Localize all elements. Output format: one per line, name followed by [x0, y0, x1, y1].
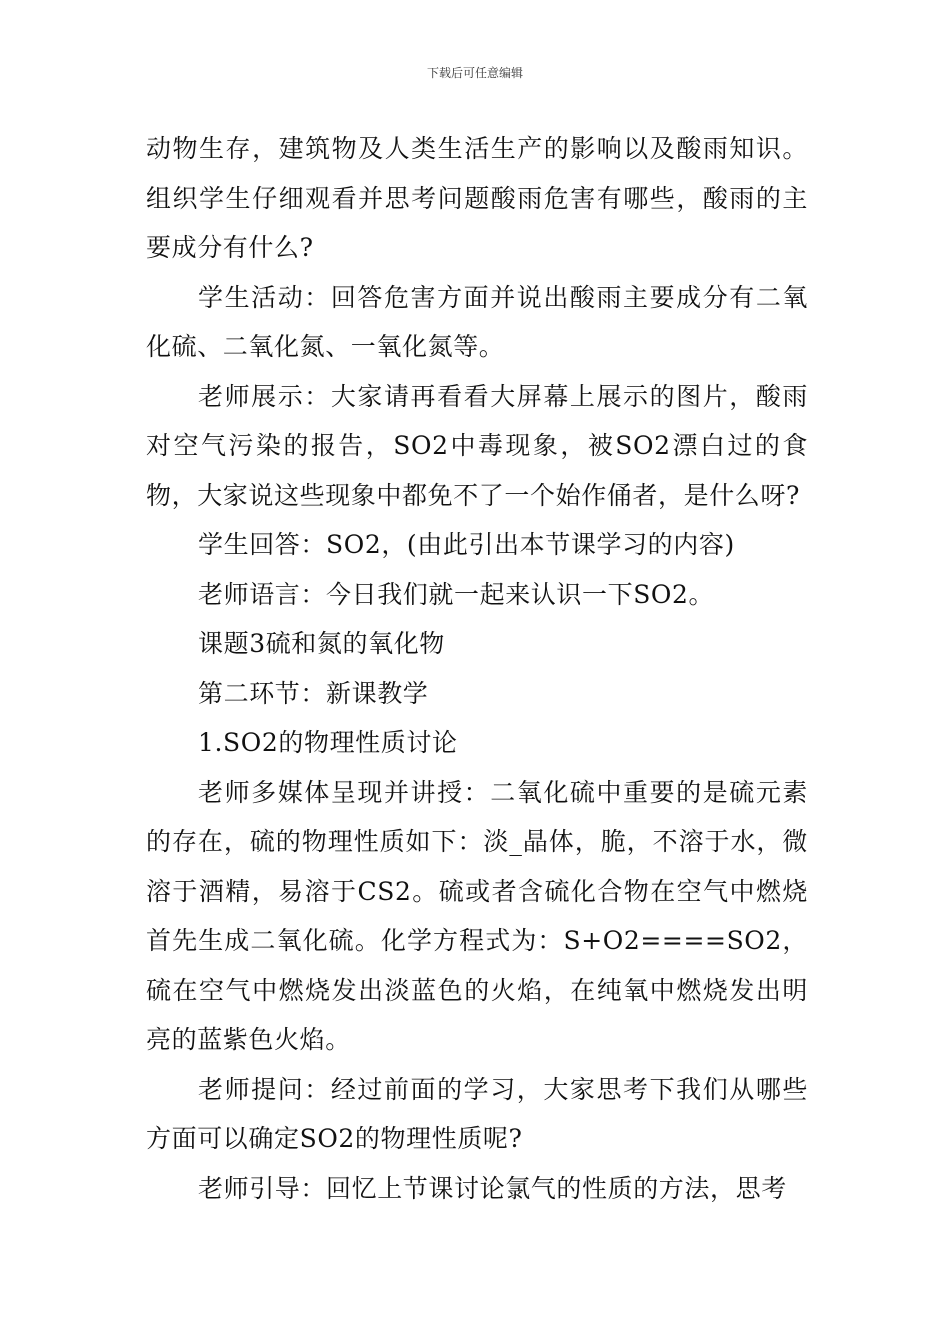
paragraph-section-heading: 第二环节：新课教学: [198, 678, 429, 708]
paragraph-student-activity: 学生活动：回答危害方面并说出酸雨主要成分有二氧化硫、二氧化氮、一氧化氮等。: [146, 282, 808, 361]
paragraph-teacher-guide: 老师引导：回忆上节课讨论氯气的性质的方法，思考: [198, 1173, 787, 1203]
paragraph-lesson-title: 课题3硫和氮的氧化物: [198, 629, 445, 658]
page-header: 下载后可任意编辑: [426, 66, 523, 80]
paragraph-teacher-question: 老师提问：经过前面的学习，大家思考下我们从哪些方面可以确定SO2的物理性质呢?: [146, 1074, 808, 1153]
paragraph-student-answer: 学生回答：SO2，(由此引出本节课学习的内容): [198, 530, 735, 559]
document-body: [146, 124, 808, 1213]
paragraph-teacher-display: 老师展示：大家请再看看大屏幕上展示的图片，酸雨对空气污染的报告，SO2中毒现象，被SO2漂白过的食物，大家说这些现象中都免不了一个始作俑者，是什么呀?: [146, 381, 808, 510]
paragraph-continued: 动物生存，建筑物及人类生活生产的影响以及酸雨知识。组织学生仔细观看并思考问题酸雨危害有哪些，酸雨的主要成分有什么?: [146, 134, 808, 262]
paragraph-subheading: 1.SO2的物理性质讨论: [198, 728, 458, 757]
paragraph-teacher-language: 老师语言：今日我们就一起来认识一下SO2。: [198, 579, 715, 609]
paragraph-teacher-lecture: 老师多媒体呈现并讲授：二氧化硫中重要的是硫元素的存在，硫的物理性质如下：淡_晶体，脆，不溶于水，微溶于酒精，易溶于CS2。硫或者含硫化合物在空气中燃烧首先生成二氧化硫。化学方程式为：S+O2====SO2，硫在空气中燃烧发出淡蓝色的火焰，在纯氧中燃烧发出明亮的蓝紫色火焰。: [146, 777, 808, 1054]
